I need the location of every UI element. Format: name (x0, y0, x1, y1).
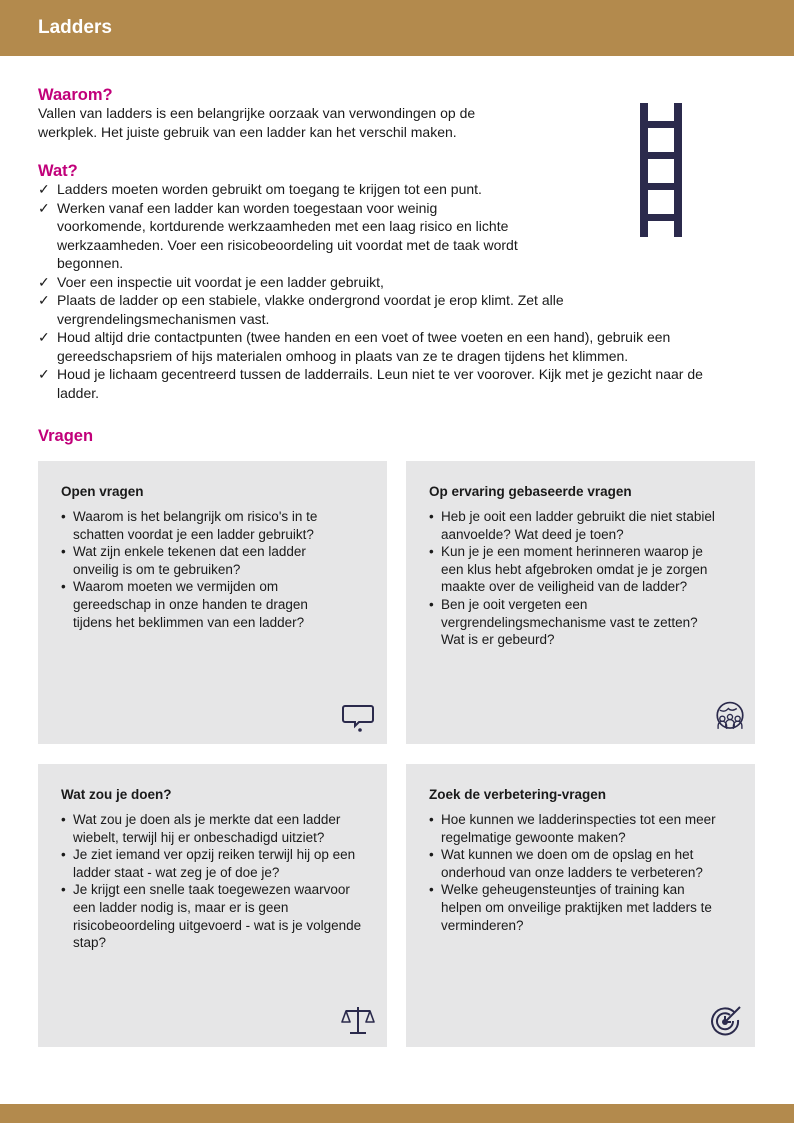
list-item (429, 508, 729, 543)
checklist-item-text: Ladders moeten worden gebruikt om toegang te krijgen tot een punt. (57, 181, 482, 197)
card-question-list (61, 508, 367, 631)
list-item (429, 881, 734, 934)
bullet: • (61, 509, 66, 524)
list-item (429, 846, 734, 881)
list-item (61, 846, 367, 881)
list-item (61, 811, 367, 846)
bullet: • (61, 882, 66, 898)
checklist-item-text: Werken vanaf een ladder kan worden toegestaan voor weinig voorkomende, kortdurende werkzaamheden met een laag risico en lichte werkzaamheden. Voer een risicobeoordeling uit voordat met de taak wordt begonnen. (57, 199, 518, 271)
checklist-item (38, 328, 752, 365)
question-text: Hoe kunnen we ladderinspecties tot een meer regelmatige gewoonte maken? (441, 812, 716, 845)
wat-checklist (38, 180, 738, 402)
bullet: • (61, 847, 66, 863)
list-item (429, 596, 729, 649)
page-title: Ladders (38, 17, 112, 38)
check-icon: ✓ (38, 273, 50, 290)
question-card-open (38, 461, 387, 744)
waarom-heading: Waarom? (38, 86, 113, 104)
question-text: Wat zijn enkele tekenen dat een ladder onveilig is om te gebruiken? (73, 544, 306, 577)
bullet: • (429, 882, 434, 898)
check-icon: ✓ (38, 199, 50, 216)
checklist-item (38, 180, 738, 199)
question-card-improvement (406, 764, 755, 1047)
checklist-item-text: Voer een inspectie uit voordat je een ladder gebruikt, (57, 273, 384, 290)
list-item (61, 881, 367, 951)
question-text: Wat kunnen we doen om de opslag en het onderhoud van onze ladders te verbeteren? (441, 847, 703, 880)
question-text: Waarom is het belangrijk om risico's in te schatten voordat je een ladder gebruikt? (73, 509, 318, 542)
card-title: Open vragen (61, 484, 144, 499)
waarom-text: Vallen van ladders is een belangrijke oorzaak van verwondingen op de werkplek. Het juiste gebruik van een ladder kan het verschil maken. (38, 105, 476, 140)
question-text: Ben je ooit vergeten een vergrendelingsmechanisme vast te zetten? Wat is er gebeurd? (441, 596, 698, 648)
checklist-item (38, 291, 642, 328)
bullet: • (61, 544, 66, 560)
question-text: Heb je ooit een ladder gebruikt die niet stabiel aanvoelde? Wat deed je toen? (441, 509, 715, 542)
card-question-list (429, 508, 729, 649)
checklist-item-text: Houd altijd drie contactpunten (twee handen en een voet of twee voeten en een hand), gebruik een gereedschapsriem of hijs materialen omhoog in plaats van ze te dragen tijdens het klimmen. (57, 329, 671, 364)
question-text: Wat zou je doen als je merkte dat een ladder wiebelt, terwijl hij er onbeschadigd uitziet? (73, 812, 341, 845)
bullet: • (429, 509, 434, 524)
vragen-heading: Vragen (38, 427, 94, 445)
question-text: Waarom moeten we vermijden om gereedschap in onze handen te dragen tijdens het beklimmen van een ladder? (73, 579, 308, 630)
target-arrow-icon (709, 1003, 743, 1037)
question-text: Kun je je een moment herinneren waarop je een klus hebt afgebroken omdat je je zorgen maakte over de veiligheid van de ladder? (441, 544, 708, 595)
wat-heading: Wat? (38, 162, 78, 180)
footer-bar (0, 1104, 794, 1123)
bullet: • (429, 847, 434, 863)
checklist-item-text: Houd je lichaam gecentreerd tussen de ladderrails. Leun niet te ver voorover. Kijk met je gezicht naar de ladder. (57, 366, 703, 401)
question-card-what-would-you-do (38, 764, 387, 1047)
card-title: Wat zou je doen? (61, 787, 172, 802)
group-globe-icon (713, 700, 747, 734)
check-icon: ✓ (38, 329, 50, 345)
card-question-list (429, 811, 734, 934)
checklist-item (38, 199, 527, 273)
checklist-item (38, 273, 738, 292)
bullet: • (61, 812, 66, 827)
header-bar (0, 0, 794, 56)
card-question-list (61, 811, 367, 952)
check-icon: ✓ (38, 292, 50, 308)
checklist-item-text: Plaats de ladder op een stabiele, vlakke ondergrond voordat je erop klimt. Zet alle vergrendelingsmechanismen vast. (57, 292, 564, 327)
question-text: Je ziet iemand ver opzij reiken terwijl hij op een ladder staat - wat zeg je of doe je? (73, 847, 356, 880)
bullet: • (429, 596, 434, 612)
question-text: Je krijgt een snelle taak toegewezen waarvoor een ladder nodig is, maar er is geen risicobeoordeling uitgevoerd - wat is je volgende stap? (73, 882, 362, 951)
card-title: Zoek de verbetering-vragen (429, 787, 607, 802)
bullet: • (61, 579, 66, 595)
question-text: Welke geheugensteuntjes of training kan helpen om onveilige praktijken met ladders te verminderen? (441, 882, 712, 933)
card-title: Op ervaring gebaseerde vragen (429, 484, 632, 499)
list-item (61, 508, 367, 543)
list-item (61, 543, 367, 578)
list-item (429, 811, 734, 846)
bullet: • (429, 812, 434, 827)
question-card-experience (406, 461, 755, 744)
check-icon: ✓ (38, 181, 50, 197)
speech-bubble-icon (341, 700, 375, 734)
check-icon: ✓ (38, 366, 50, 382)
list-item (429, 543, 729, 596)
bullet: • (429, 544, 434, 560)
checklist-item (38, 365, 747, 402)
list-item (61, 578, 367, 631)
scales-icon (341, 1003, 375, 1037)
